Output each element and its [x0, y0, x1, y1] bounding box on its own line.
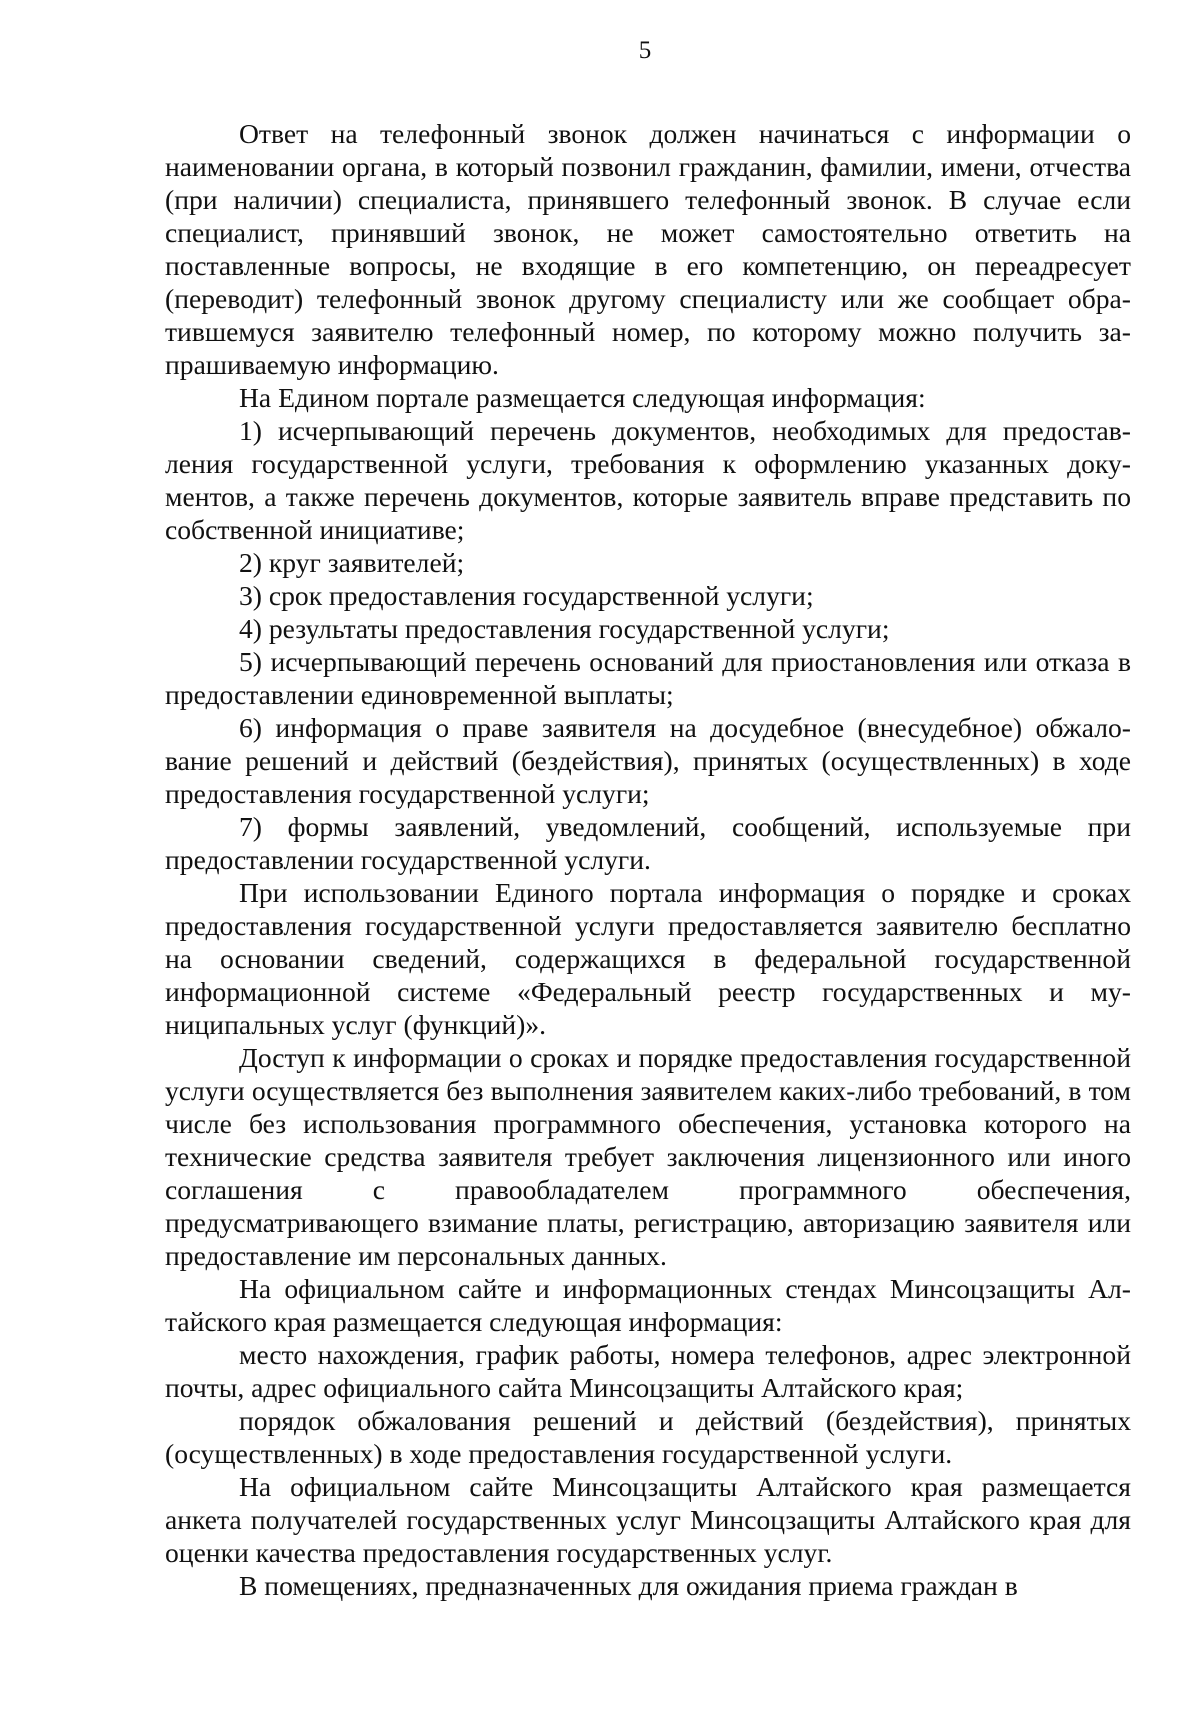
paragraph-portal-free-info: При использовании Единого портала информация о порядке и сроках предоставления государственной услуги предоставляется заявителю бесплатно на основании сведений, содержащихся в федеральной государственной информационной системе «Федеральный реестр государственных и муниципальных услуг (функций)».	[165, 877, 1131, 1040]
document-body	[165, 117, 1131, 1602]
list-item-5: 5) исчерпывающий перечень оснований для приостановления или отказа в предоставлении единовременной выплаты;	[165, 646, 1131, 710]
paragraph-appeal-procedure: порядок обжалования решений и действий (бездействия), принятых (осуществленных) в ходе предоставления государственной услуги.	[165, 1405, 1131, 1469]
list-item-1: 1) исчерпывающий перечень документов, необходимых для предоставления государственной услуги, требования к оформлению указанных документов, а также перечень документов, которые заявитель вправе представить по собственной инициативе;	[165, 415, 1131, 545]
paragraph-official-site-intro: На официальном сайте и информационных стендах Минсоцзащиты Алтайского края размещается следующая информация:	[165, 1273, 1131, 1337]
paragraph-location-info: место нахождения, график работы, номера телефонов, адрес электронной почты, адрес официального сайта Минсоцзащиты Алтайского края;	[165, 1339, 1131, 1403]
paragraph-phone-answer: Ответ на телефонный звонок должен начинаться с информации о наименовании органа, в который позвонил гражданин, фамилии, имени, отчества (при наличии) специалиста, принявшего телефонный звонок. В случае если специалист, принявший звонок, не может самостоятельно ответить на поставленные вопросы, не входящие в его компетенцию, он переадресует (переводит) телефонный звонок другому специалисту или же сообщает обратившемуся заявителю телефонный номер, по которому можно получить запрашиваемую информацию.	[165, 118, 1131, 380]
list-item-7: 7) формы заявлений, уведомлений, сообщений, используемые при предоставлении государственной услуги.	[165, 811, 1131, 875]
list-item-2: 2) круг заявителей;	[239, 547, 465, 578]
list-item-6: 6) информация о праве заявителя на досудебное (внесудебное) обжалование решений и действий (бездействия), принятых (осуществленных) в ходе предоставления государственной услуги;	[165, 712, 1131, 809]
page-number: 5	[638, 37, 652, 64]
paragraph-questionnaire: На официальном сайте Минсоцзащиты Алтайского края размещается анкета получателей государственных услуг Минсоцзащиты Алтайского края для оценки качества предоставления государственных услуг.	[165, 1471, 1131, 1568]
list-item-3: 3) срок предоставления государственной услуги;	[239, 580, 814, 611]
paragraph-portal-info-intro: На Едином портале размещается следующая информация:	[239, 382, 926, 413]
paragraph-waiting-rooms: В помещениях, предназначенных для ожидания приема граждан в	[239, 1570, 1018, 1601]
paragraph-access-info: Доступ к информации о сроках и порядке предоставления государственной услуги осуществляется без выполнения заявителем каких-либо требований, в том числе без использования программного обеспечения, установка которого на технические средства заявителя требует заключения лицензионного или иного соглашения с правообладателем программного обеспечения, предусматривающего взимание платы, регистрацию, авторизацию заявителя или предоставление им персональных данных.	[165, 1042, 1131, 1271]
list-item-4: 4) результаты предоставления государственной услуги;	[239, 613, 890, 644]
